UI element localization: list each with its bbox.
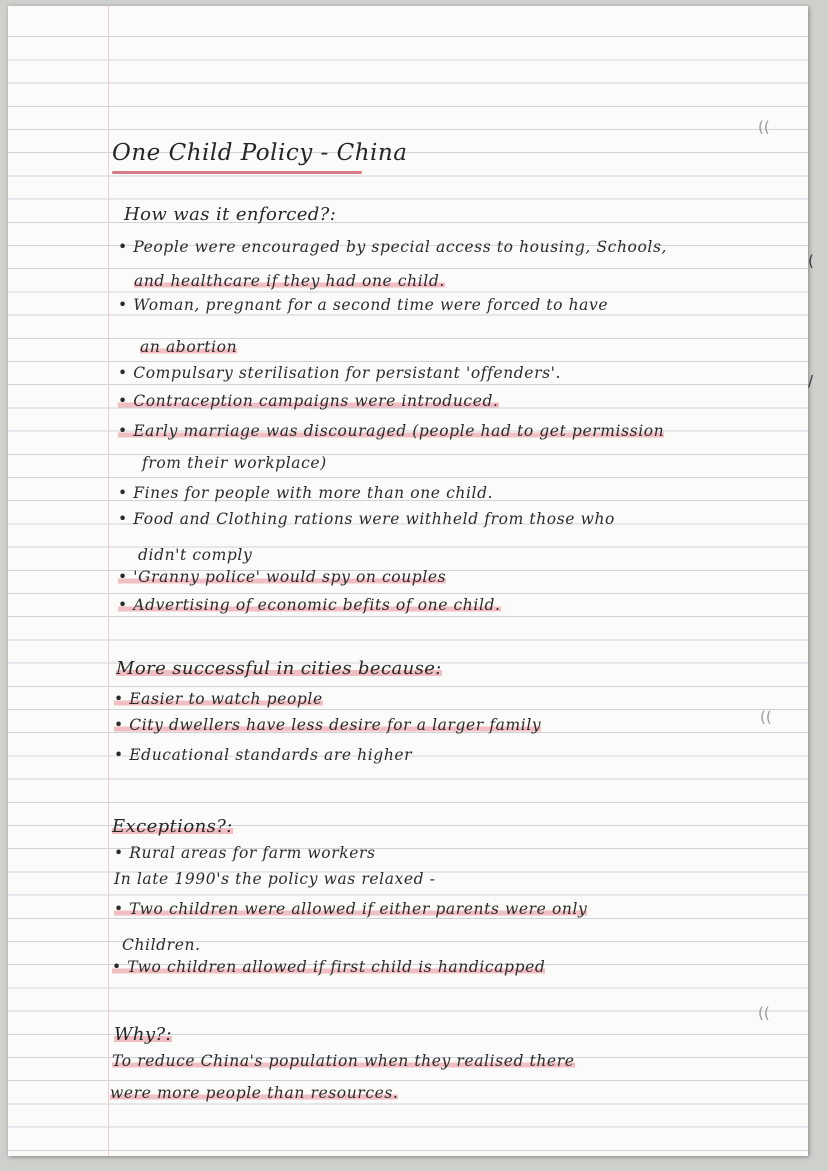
note-line: • Early marriage was discouraged (people had to get permission xyxy=(118,422,665,440)
margin-mark: / xyxy=(808,372,814,390)
page-title: One Child Policy - China xyxy=(112,140,408,166)
margin-line xyxy=(108,6,109,1156)
note-line: • Easier to watch people xyxy=(114,690,323,708)
note-line: • Woman, pregnant for a second time were forced to have xyxy=(118,296,609,314)
note-line: To reduce China's population when they realised there xyxy=(112,1052,575,1070)
note-line: from their workplace) xyxy=(142,454,327,472)
note-line: • Rural areas for farm workers xyxy=(114,844,376,862)
note-line: • Compulsary sterilisation for persistant 'offenders'. xyxy=(118,364,562,382)
heading-exceptions: Exceptions?: xyxy=(112,816,233,837)
note-line: • City dwellers have less desire for a larger family xyxy=(114,716,542,734)
note-line: were more people than resources. xyxy=(110,1084,399,1102)
note-line: • Contraception campaigns were introduced. xyxy=(118,392,499,410)
heading-why: Why?: xyxy=(114,1024,172,1045)
note-line: • Fines for people with more than one child. xyxy=(118,484,494,502)
title-underline xyxy=(112,171,362,174)
margin-mark: (( xyxy=(758,118,770,136)
heading-enforced: How was it enforced?: xyxy=(124,204,337,225)
margin-mark: (( xyxy=(760,708,772,726)
note-line: • 'Granny police' would spy on couples xyxy=(118,568,447,586)
margin-mark: (( xyxy=(758,1004,770,1022)
note-line: Children. xyxy=(122,936,201,954)
note-line: In late 1990's the policy was relaxed - xyxy=(114,870,436,888)
note-line: an abortion xyxy=(140,338,238,356)
note-line: didn't comply xyxy=(138,546,253,564)
note-line: • Educational standards are higher xyxy=(114,746,413,764)
note-line: • People were encouraged by special access to housing, Schools, xyxy=(118,238,668,256)
note-line: • Food and Clothing rations were withheld from those who xyxy=(118,510,615,528)
margin-mark: ( xyxy=(808,252,814,270)
note-line: • Advertising of economic befits of one child. xyxy=(118,596,501,614)
note-line: and healthcare if they had one child. xyxy=(134,272,445,290)
note-line: • Two children allowed if first child is handicapped xyxy=(112,958,546,976)
note-line: • Two children were allowed if either parents were only xyxy=(114,900,588,918)
heading-cities: More successful in cities because: xyxy=(116,658,442,679)
